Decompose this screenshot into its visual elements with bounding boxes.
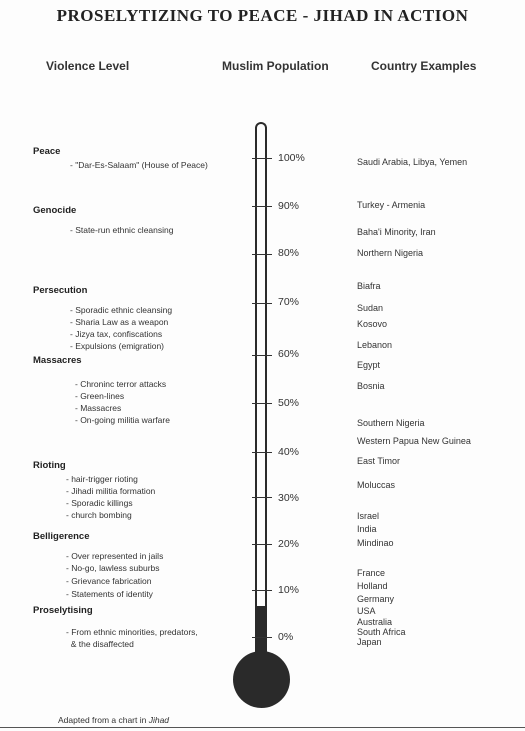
massacres-item: - Chroninc terror attacks: [75, 379, 167, 389]
bottom-rule: [0, 727, 525, 728]
rioting-item: - Sporadic killings: [66, 498, 133, 508]
rioting-item: - church bombing: [66, 510, 132, 520]
level-belligerence: Belligerence: [33, 531, 90, 542]
country-example: East Timor: [357, 456, 401, 466]
level-genocide: Genocide: [33, 205, 77, 216]
persecution-item: - Expulsions (emigration): [70, 341, 165, 351]
proselytising-item: & the disaffected: [66, 639, 134, 649]
genocide-item: - State-run ethnic cleansing: [70, 225, 174, 235]
percent-label: 20%: [278, 538, 300, 550]
tick-mark: [252, 590, 272, 591]
percent-label: 30%: [278, 492, 300, 504]
percent-label: 40%: [278, 446, 300, 458]
country-example: Israel: [357, 511, 380, 521]
country-example: France: [357, 568, 386, 578]
percent-label: 50%: [278, 397, 300, 409]
percent-label: 90%: [278, 200, 300, 212]
tick-mark: [252, 403, 272, 404]
tick-mark: [252, 254, 272, 255]
country-examples-header: Country Examples: [371, 59, 477, 73]
footnote-prefix: Adapted from a chart in: [58, 715, 149, 725]
persecution-item: - Sporadic ethnic cleansing: [70, 305, 173, 315]
country-example: South Africa: [357, 627, 406, 637]
country-example: Sudan: [357, 303, 384, 313]
massacres-item: - Green-lines: [75, 391, 125, 401]
tick-mark: [252, 158, 272, 159]
tick-mark: [252, 355, 272, 356]
country-example: Southern Nigeria: [357, 418, 425, 428]
muslim-population-header: Muslim Population: [222, 59, 329, 73]
percent-label: 100%: [278, 152, 305, 164]
country-example: Germany: [357, 594, 395, 604]
rioting-item: - hair-trigger rioting: [66, 474, 138, 484]
thermometer-tube: [255, 122, 267, 670]
level-persecution: Persecution: [33, 285, 88, 296]
tick-mark: [252, 637, 272, 638]
country-example: Western Papua New Guinea: [357, 436, 471, 446]
tick-mark: [252, 544, 272, 545]
country-example: Northern Nigeria: [357, 248, 424, 258]
country-example: Baha'i Minority, Iran: [357, 227, 436, 237]
level-rioting: Rioting: [33, 460, 66, 471]
massacres-item: - On-going militia warfare: [75, 415, 170, 425]
percent-label: 0%: [278, 631, 294, 643]
country-example: India: [357, 524, 377, 534]
country-example: Lebanon: [357, 340, 393, 350]
massacres-item: - Massacres: [75, 403, 122, 413]
belligerence-item: - No-go, lawless suburbs: [66, 563, 160, 573]
level-proselytising: Proselytising: [33, 605, 93, 616]
tick-mark: [252, 452, 272, 453]
country-example: Bosnia: [357, 381, 385, 391]
level-massacres: Massacres: [33, 355, 82, 366]
belligerence-item: - Grievance fabrication: [66, 576, 152, 586]
peace-item: - "Dar-Es-Salaam" (House of Peace): [70, 160, 208, 170]
source-footnote: [58, 715, 169, 725]
country-example: USA: [357, 606, 376, 616]
footnote-source: Jihad: [148, 715, 170, 725]
level-peace: Peace: [33, 146, 61, 157]
percent-label: 80%: [278, 247, 300, 259]
country-example: Japan: [357, 637, 382, 647]
persecution-item: - Jizya tax, confiscations: [70, 329, 163, 339]
tick-mark: [252, 303, 272, 304]
thermometer-bulb: [233, 651, 290, 708]
country-example: Egypt: [357, 360, 381, 370]
tick-mark: [252, 206, 272, 207]
country-example: Mindinao: [357, 538, 394, 548]
belligerence-item: - Statements of identity: [66, 589, 153, 599]
violence-level-header: Violence Level: [46, 59, 130, 73]
persecution-item: - Sharia Law as a weapon: [70, 317, 169, 327]
page-title: PROSELYTIZING TO PEACE - JIHAD IN ACTION: [56, 6, 469, 25]
rioting-item: - Jihadi militia formation: [66, 486, 156, 496]
country-example: Holland: [357, 581, 388, 591]
country-example: Saudi Arabia, Libya, Yemen: [357, 157, 468, 167]
percent-label: 60%: [278, 348, 300, 360]
percent-label: 10%: [278, 584, 300, 596]
country-example: Turkey - Armenia: [357, 200, 426, 210]
country-example: Australia: [357, 617, 393, 627]
country-example: Kosovo: [357, 319, 388, 329]
proselytising-item: - From ethnic minorities, predators,: [66, 627, 198, 637]
tick-mark: [252, 497, 272, 498]
country-example: Moluccas: [357, 480, 396, 490]
percent-label: 70%: [278, 296, 300, 308]
country-example: Biafra: [357, 281, 381, 291]
belligerence-item: - Over represented in jails: [66, 551, 164, 561]
